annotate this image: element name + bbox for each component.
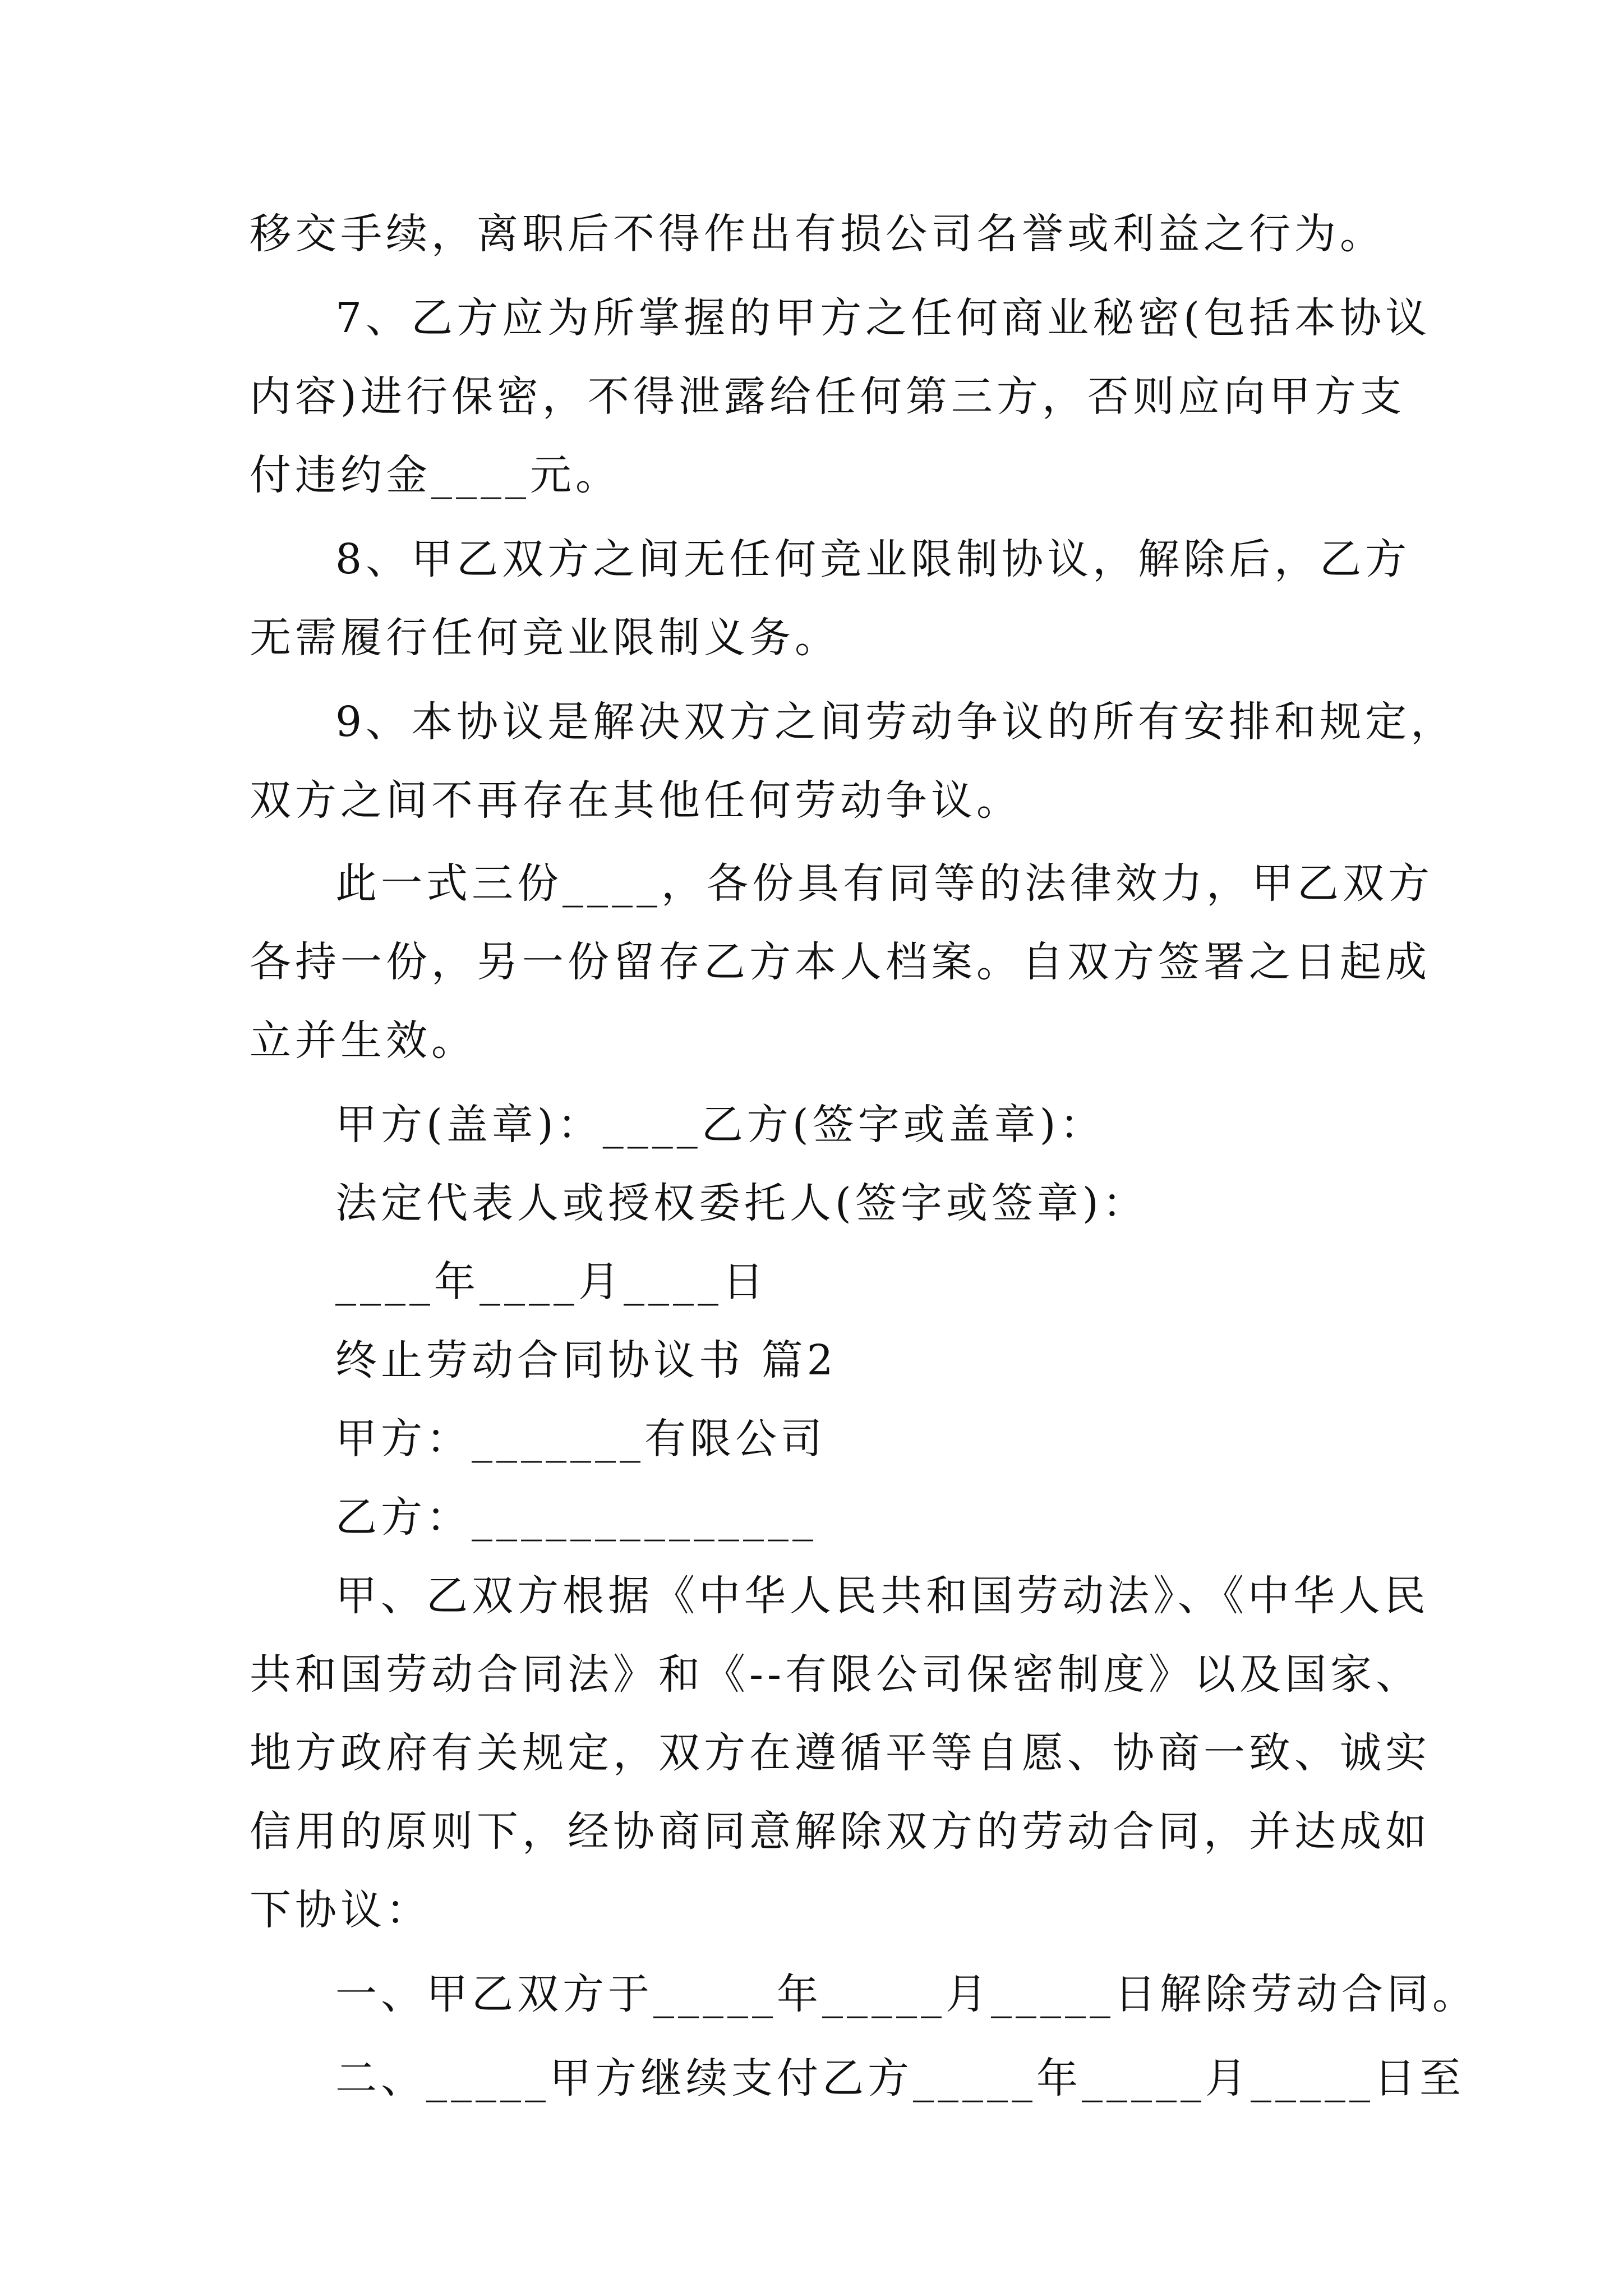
text-line: 9、本协议是解决双方之间劳动争议的所有安排和规定， (335, 698, 1456, 746)
text-line: 立并生效。 (250, 1016, 477, 1065)
text-line: 地方政府有关规定，双方在遵循平等自愿、协商一致、诚实 (250, 1729, 1431, 1777)
text-line: 各持一份，另一份留存乙方本人档案。自双方签署之日起成 (250, 938, 1431, 986)
text-line: 7、乙方应为所掌握的甲方之任何商业秘密(包括本协议 (335, 294, 1431, 342)
text-line: 此一式三份____，各份具有同等的法律效力，甲乙双方 (335, 859, 1433, 908)
text-line: 内容)进行保密，不得泄露给任何第三方，否则应向甲方支 (250, 372, 1405, 421)
party-a-line: 甲方：_______有限公司 (335, 1415, 826, 1463)
section-title: 终止劳动合同协议书 篇2 (335, 1336, 837, 1384)
text-line: 甲、乙双方根据《中华人民共和国劳动法》、《中华人民 (335, 1572, 1430, 1620)
text-line: 下协议： (250, 1886, 431, 1934)
text-line: 信用的原则下，经协商同意解除双方的劳动合同，并达成如 (250, 1807, 1431, 1856)
text-line: 移交手续，离职后不得作出有损公司名誉或利益之行为。 (250, 210, 1385, 258)
text-line: 付违约金____元。 (250, 451, 621, 499)
text-line: 无需履行任何竞业限制义务。 (250, 614, 840, 662)
party-b-line: 乙方：______________ (335, 1493, 817, 1542)
date-line: ____年____月____日 (335, 1258, 768, 1306)
representative-line: 法定代表人或授权委托人(签字或签章)： (335, 1179, 1148, 1227)
text-line: 8、甲乙双方之间无任何竞业限制协议，解除后，乙方 (335, 535, 1411, 583)
signature-line: 甲方(盖章)：____乙方(签字或盖章)： (335, 1101, 1105, 1149)
clause-line: 二、_____甲方继续支付乙方_____年_____月_____日至 (335, 2054, 1465, 2102)
text-line: 共和国劳动合同法》和《--有限公司保密制度》以及国家、 (250, 1650, 1422, 1699)
clause-line: 一、甲乙双方于_____年_____月_____日解除劳动合同。 (335, 1970, 1478, 2018)
text-line: 双方之间不再存在其他任何劳动争议。 (250, 776, 1022, 825)
